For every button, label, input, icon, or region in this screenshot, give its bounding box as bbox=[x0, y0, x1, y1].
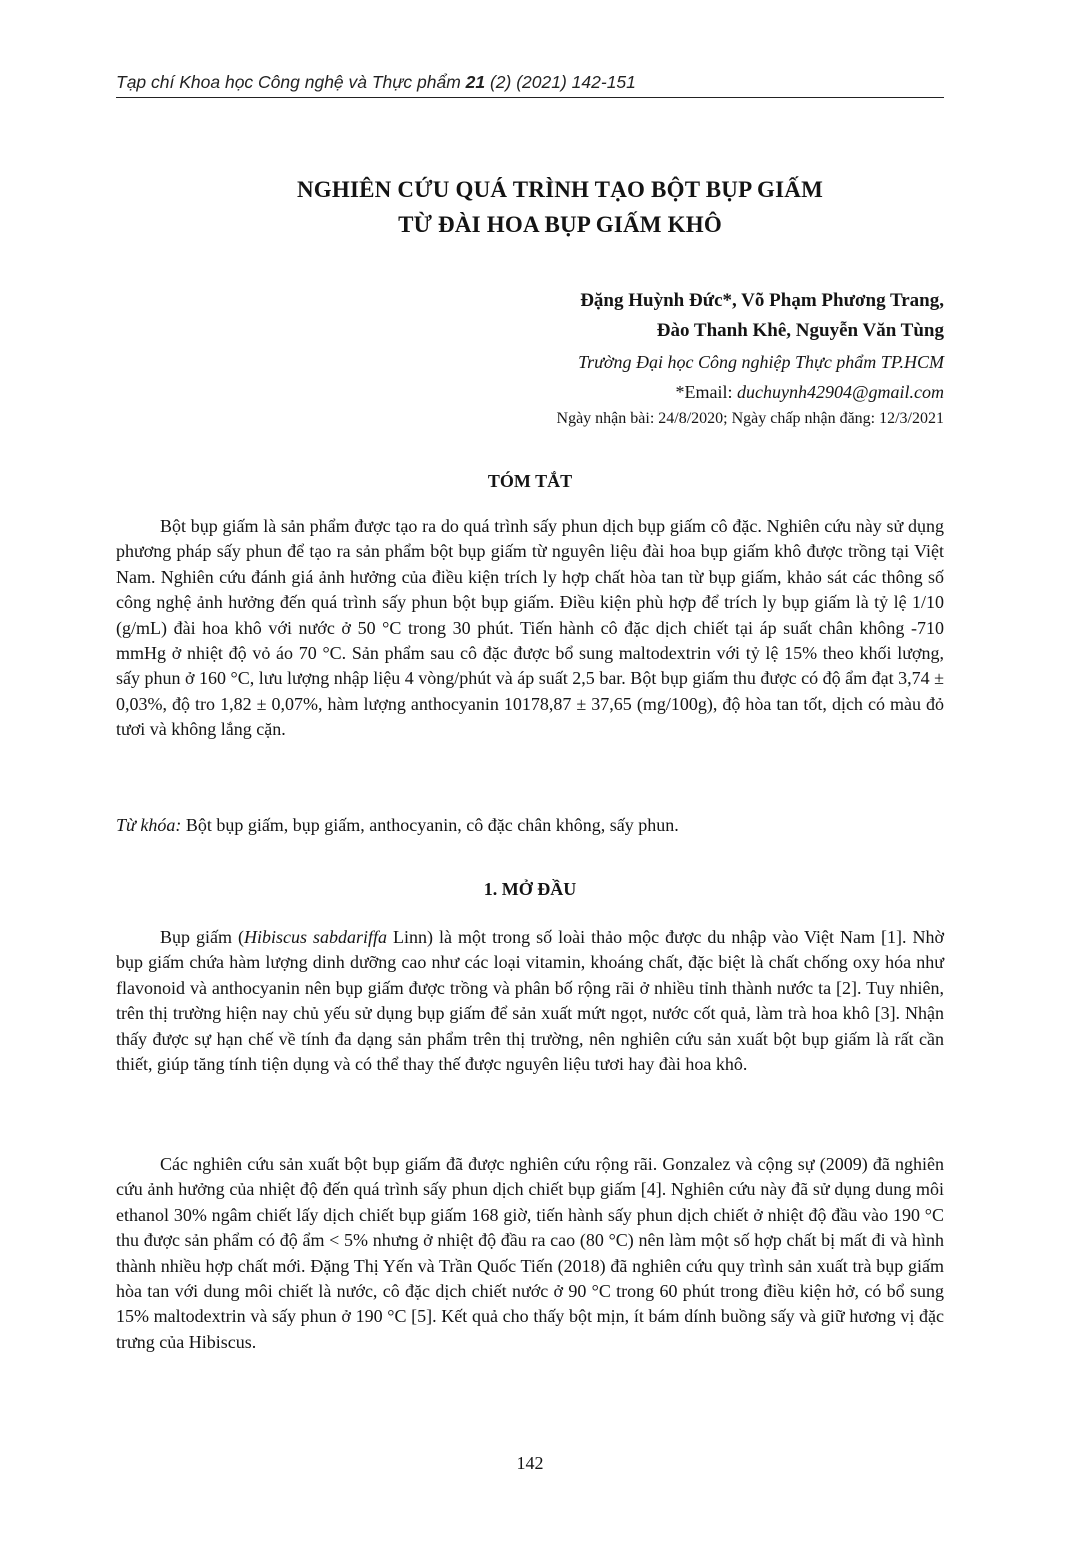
intro-p1-text bbox=[116, 925, 944, 1077]
keywords-label: Từ khóa: bbox=[116, 815, 182, 835]
journal-issue-pages: (2) (2021) 142-151 bbox=[485, 72, 636, 92]
title-line-1: NGHIÊN CỨU QUÁ TRÌNH TẠO BỘT BỤP GIẤM bbox=[296, 177, 824, 202]
email-label: *Email: bbox=[675, 382, 737, 402]
paper-title bbox=[116, 172, 1004, 242]
journal-name: Tạp chí Khoa học Công nghệ và Thực phẩm bbox=[116, 72, 466, 92]
authors-line-1: Đặng Huỳnh Đức*, Võ Phạm Phương Trang, bbox=[580, 290, 944, 311]
abstract-body bbox=[116, 514, 944, 743]
page-number: 142 bbox=[516, 1453, 544, 1473]
introduction-paragraph-1 bbox=[116, 925, 944, 1077]
intro-p1-after: Linn) là một trong số loài thảo mộc được du nhập vào Việt Nam [1]. Nhờ bụp giấm chứa hàm lượng dinh dưỡng cao như các loại vitamin, khoáng chất, đặc biệt là chất chống oxy hóa như flavonoid và anthocyanin nên bụp giấm được trồng và phân bố rộng rãi ở nhiều tỉnh thành nước ta [2]. Tuy nhiên, trên thị trường hiện nay chủ yếu sử dụng bụp giấm để sản xuất mứt ngọt, nước cốt quả, làm trà hoa khô [3]. Nhận thấy được sự hạn chế về tính đa dạng sản phẩm trên thị trường, nên nghiên cứu sản xuất bột bụp giấm là rất cần thiết, giúp tăng tính tiện dụng và có thể thay thế được nguyên liệu tươi hay đài hoa khô. bbox=[116, 927, 944, 1075]
submission-dates: Ngày nhận bài: 24/8/2020; Ngày chấp nhận đăng: 12/3/2021 bbox=[556, 410, 944, 427]
journal-volume: 21 bbox=[465, 72, 486, 92]
intro-p1-before: Bụp giấm ( bbox=[160, 927, 245, 947]
keywords bbox=[116, 813, 944, 838]
authors-line-2: Đào Thanh Khê, Nguyễn Văn Tùng bbox=[656, 320, 944, 341]
intro-p2-text: Các nghiên cứu sản xuất bột bụp giấm đã được nghiên cứu rộng rãi. Gonzalez và cộng sự (2009) đã nghiên cứu ảnh hưởng của nhiệt độ đến quá trình sấy phun dịch chiết bụp giấm [4]. Nghiên cứu này đã sử dụng dung môi ethanol 30% ngâm chiết lấy dịch chiết bụp giấm 168 giờ, tiến hành sấy phun dịch chiết ở nhiệt độ đầu vào 190 °C thu được sản phẩm có độ ẩm < 5% nhưng ở nhiệt độ đầu ra cao (80 °C) nên làm một số hợp chất bị mất đi và hình thành nhiều hợp chất mới. Đặng Thị Yến và Trần Quốc Tiến (2018) đã nghiên cứu quy trình sản xuất trà bụp giấm hòa tan với dung môi chiết là nước, cô đặc dịch chiết nước ở 90 °C trong 60 phút trong điều kiện hở, có bổ sung 15% maltodextrin và sấy phun ở 190 °C [5]. Kết quả cho thấy bột mịn, ít bám dính buồng sấy và giữ hương vị đặc trưng của Hibiscus. bbox=[116, 1154, 944, 1352]
journal-header bbox=[116, 70, 944, 94]
keywords-text: Bột bụp giấm, bụp giấm, anthocyanin, cô đặc chân không, sấy phun. bbox=[181, 815, 679, 835]
email-address[interactable]: duchuynh42904@gmail.com bbox=[736, 382, 944, 402]
header-divider bbox=[116, 97, 944, 98]
abstract-paragraph: Bột bụp giấm là sản phẩm được tạo ra do quá trình sấy phun dịch bụp giấm cô đặc. Nghiên cứu này sử dụng phương pháp sấy phun để tạo ra sản phẩm bột bụp giấm từ nguyên liệu đài hoa bụp giấm khô được trồng tại Việt Nam. Nghiên cứu đánh giá ảnh hưởng của điều kiện trích ly hợp chất hòa tan từ bụp giấm, khảo sát các thông số công nghệ ảnh hưởng đến quá trình sấy phun bột bụp giấm. Điều kiện phù hợp để trích ly bụp giấm là tỷ lệ 1/10 (g/mL) đài hoa khô với nước ở 50 °C trong 30 phút. Tiến hành cô đặc dịch chiết tại áp suất chân không -710 mmHg ở nhiệt độ vỏ áo 70 °C. Sản phẩm sau cô đặc được bổ sung maltodextrin với tỷ lệ 15% theo khối lượng, sấy phun ở 160 °C, lưu lượng nhập liệu 4 vòng/phút và áp suất 2,5 bar. Bột bụp giấm thu được có độ ẩm đạt 3,74 ± 0,03%, độ tro 1,82 ± 0,07%, hàm lượng anthocyanin 10178,87 ± 37,65 (mg/100g), độ hòa tan tốt, dịch có màu đỏ tươi và không lắng cặn. bbox=[116, 516, 944, 740]
abstract-heading: TÓM TẮT bbox=[487, 471, 573, 491]
species-name: Hibiscus sabdariffa bbox=[244, 927, 388, 947]
corresponding-email bbox=[675, 377, 944, 407]
introduction-paragraph-2 bbox=[116, 1152, 944, 1355]
title-line-2: TỪ ĐÀI HOA BỤP GIẤM KHÔ bbox=[398, 212, 722, 237]
author-list bbox=[580, 286, 944, 346]
affiliation: Trường Đại học Công nghiệp Thực phẩm TP.HCM bbox=[578, 352, 944, 372]
introduction-heading: 1. MỞ ĐẦU bbox=[483, 879, 577, 899]
